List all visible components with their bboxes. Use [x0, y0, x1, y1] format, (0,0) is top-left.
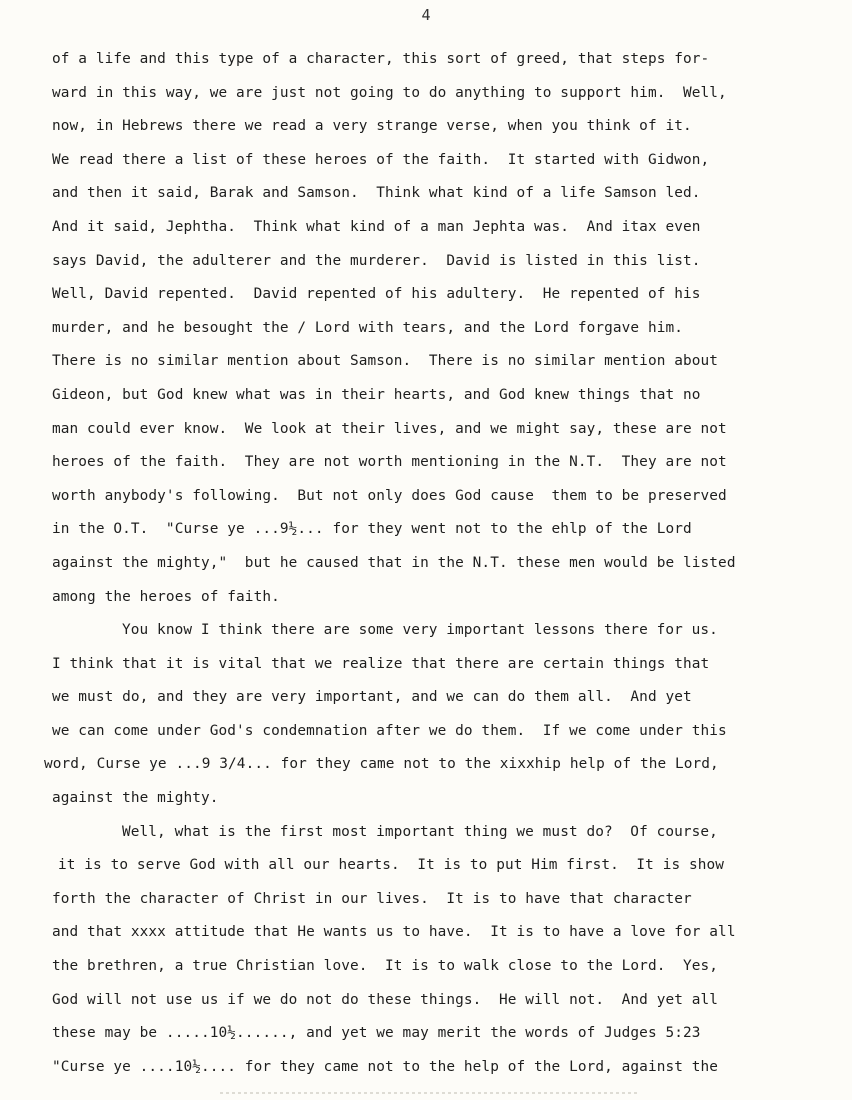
text-line: and then it said, Barak and Samson. Think what kind of a life Samson led. — [52, 185, 701, 202]
text-line: against the mighty. — [52, 790, 219, 807]
text-line: man could ever know. We look at their lives, and we might say, these are not — [52, 420, 727, 437]
text-line: it is to serve God with all our hearts. It is to put Him first. It is show — [58, 857, 725, 874]
text-line: murder, and he besought the / Lord with tears, and the Lord forgave him. — [52, 319, 683, 336]
text-line: I think that it is vital that we realize that there are certain things that — [52, 655, 710, 672]
page-number: 4 — [421, 6, 431, 24]
text-line: now, in Hebrews there we read a very strange verse, when you think of it. — [52, 118, 692, 135]
text-line: There is no similar mention about Samson. There is no similar mention about — [52, 353, 719, 370]
text-line: the brethren, a true Christian love. It is to walk close to the Lord. Yes, — [52, 958, 719, 975]
text-line: we must do, and they are very important, and we can do them all. And yet — [52, 689, 692, 706]
document-body — [0, 43, 852, 1084]
text-line: of a life and this type of a character, this sort of greed, that steps for- — [52, 51, 710, 67]
text-line: and that xxxx attitude that He wants us to have. It is to have a love for all — [52, 924, 736, 941]
text-line: in the O.T. "Curse ye ...9½... for they went not to the ehlp of the Lord — [52, 521, 692, 538]
text-line: You know I think there are some very important lessons there for us. — [122, 622, 718, 639]
text-line: says David, the adulterer and the murderer. David is listed in this list. — [52, 252, 701, 269]
text-line: God will not use us if we do not do these things. He will not. And yet all — [52, 991, 719, 1008]
text-line: "Curse ye ....10½.... for they came not to the help of the Lord, against the — [52, 1058, 719, 1075]
text-line: these may be .....10½......, and yet we may merit the words of Judges 5:23 — [52, 1025, 701, 1042]
text-line: ward in this way, we are just not going to do anything to support him. Well, — [52, 84, 727, 101]
text-line: against the mighty," but he caused that in the N.T. these men would be listed — [52, 554, 736, 571]
text-line: heroes of the faith. They are not worth mentioning in the N.T. They are not — [52, 454, 727, 471]
text-line: worth anybody's following. But not only does God cause them to be preserved — [52, 487, 727, 504]
text-line: among the heroes of faith. — [52, 588, 280, 605]
text-line: And it said, Jephtha. Think what kind of a man Jephta was. And itax even — [52, 218, 701, 235]
text-line: We read there a list of these heroes of the faith. It started with Gidwon, — [52, 151, 710, 168]
text-line: forth the character of Christ in our lives. It is to have that character — [52, 890, 692, 907]
page-bottom-edge — [220, 1092, 640, 1094]
text-line: Gideon, but God knew what was in their hearts, and God knew things that no — [52, 386, 701, 403]
text-line: Well, David repented. David repented of his adultery. He repented of his — [52, 286, 701, 303]
text-line: word, Curse ye ...9 3/4... for they came not to the xixxhip help of the Lord, — [44, 756, 719, 773]
text-line: we can come under God's condemnation after we do them. If we come under this — [52, 722, 727, 739]
text-line: Well, what is the first most important thing we must do? Of course, — [122, 823, 718, 840]
